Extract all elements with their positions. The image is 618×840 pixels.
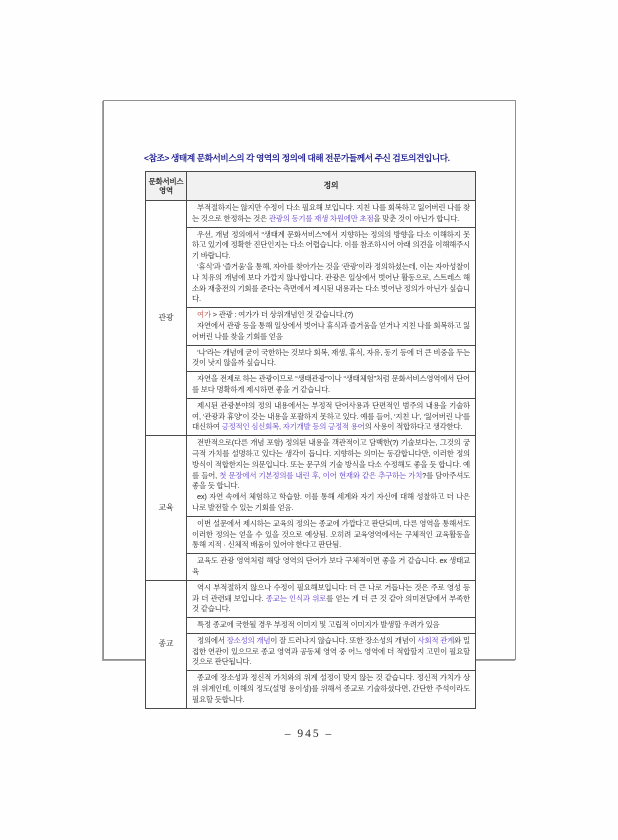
definition-paragraph: ex) 자연 속에서 체험하고 학습함. 이를 통해 세계와 자기 자신에 대해 성찰하고 더 나은 나로 발전할 수 있는 기회를 얻음. xyxy=(192,492,470,512)
review-opinion-table xyxy=(145,171,476,709)
table-row xyxy=(146,308,476,345)
area-label: 교육 xyxy=(146,436,187,581)
table-header-row xyxy=(146,172,476,201)
definition-cell xyxy=(187,308,476,345)
table-row xyxy=(146,436,476,517)
definition-cell xyxy=(187,227,476,308)
definition-paragraph: 교육도 관광 영역처럼 해당 영역의 단어가 보다 구체적이면 좋을 거 같습니다. ex 생태교육 xyxy=(192,556,470,576)
definition-cell xyxy=(187,554,476,581)
column-header-area: 문화서비스 영역 xyxy=(146,172,187,201)
definition-paragraph: 자연에서 관광 등을 통해 일상에서 벗어나 휴식과 즐거움을 얻거나 지친 나를 회복하고 잃어버린 나를 찾을 기회를 얻음 xyxy=(192,320,470,341)
area-label: 종교 xyxy=(146,580,187,708)
area-label: 관광 xyxy=(146,201,187,436)
table-row xyxy=(146,516,476,553)
definition-paragraph: 정의에서 장소성의 개념이 잘 드러나지 않습니다. 또한 장소성의 개념이 사회적 관계와 밀접한 연관이 있으므로 종교 영역과 공동체 영역 중 어느 영역에 더 적합할지 고민이 필요할 것으로 판단됩니다. xyxy=(192,635,470,667)
definition-cell xyxy=(187,372,476,399)
definition-paragraph: 부적절하지는 않지만 수정이 다소 필요해 보입니다. 지친 나를 회복하고 잃어버린 나를 찾는 것으로 한정하는 것은 관광의 동기를 재생 차원에만 초점을 맞춘 것이 아닌가 합니다. xyxy=(192,203,470,223)
definition-paragraph: 전반적으로(다른 개념 포함) 정의된 내용을 객관적이고 담백한(?) 기술보다는, 그것의 궁극적 가치를 설명하고 있다는 생각이 듭니다. 지향하는 의미는 동감합니다만, 이러한 정의 방식이 적합한지는 의문입니다. 또는 문구의 기술 방식을 다소 수정해도 좋을 듯 합니다. 예를 들어, 첫 문장에서 기본정의를 내린 후, 이어 현재와 같은 추구하는 가치?를 담아주셔도 좋을 듯 합니다. xyxy=(192,438,470,491)
definition-paragraph: 여가 > 관광 : 여가가 더 상위개념인 것 같습니다.(?) xyxy=(197,310,354,320)
table-row xyxy=(146,671,476,708)
table-row xyxy=(146,580,476,617)
definition-cell xyxy=(187,398,476,435)
page-number: – 945 – xyxy=(284,728,334,740)
definition-cell xyxy=(187,618,476,634)
definition-cell xyxy=(187,516,476,553)
definition-cell xyxy=(187,345,476,372)
table-row xyxy=(146,227,476,308)
table-row xyxy=(146,372,476,399)
definition-paragraph: 제시된 관광분야의 정의 내용에서는 부정적 단어사용과 단편적인 범주의 내용을 기술하여, ‘관광과 휴양’이 갖는 내용을 포괄하지 못하고 있다. 예를 들어, ‘지친 나’, ‘잃어버린 나’를 대신하여 긍정적인 심신회복, 자기개발 등의 긍정적 용어의 사용이 적합하다고 생각한다. xyxy=(192,400,470,432)
definition-paragraph: 우선, 개념 정의에서 “생태계 문화서비스”에서 지향하는 정의의 방향을 다소 이해하지 못하고 있기에 정확한 진단인지는 다소 어렵습니다. 이를 참조하시어 아래 의견을 이해해주시기 바랍니다. xyxy=(192,229,470,261)
definition-cell xyxy=(187,633,476,670)
table-row xyxy=(146,398,476,435)
table-row xyxy=(146,618,476,634)
definition-paragraph: 역시 부적절하지 않으나 수정이 필요해보입니다: 더 큰 나로 거듭나는 것은 주로 영성 등과 더 관련돼 보입니다. 종교는 인식과 위로를 얻는 게 더 큰 것 같아 의미전달에서 부족한 것 같습니다. xyxy=(192,582,470,614)
definition-cell xyxy=(187,580,476,617)
definition-paragraph: 이번 설문에서 제시하는 교육의 정의는 종교에 가깝다고 판단되며, 다른 영역을 통해서도 이러한 정의는 얻을 수 있을 것으로 예상됨. 오히려 교육영역에서는 구체적인 교육활동을 통해 지적 · 신체적 배움이 있어야 한다고 판단됨. xyxy=(192,518,470,550)
definition-cell xyxy=(187,201,476,228)
table-row xyxy=(146,345,476,372)
definition-paragraph: 종교에 장소성과 정신적 가치와의 위계 설정이 맞지 않는 것 같습니다. 정신적 가치가 상위 위계인데, 이해의 정도(설명 용이성)를 위해서 종교로 기술하셨다면, 간단한 주석이라도 필요할 듯합니다. xyxy=(192,673,470,704)
column-header-definition: 정의 xyxy=(187,172,476,201)
table-row xyxy=(146,554,476,581)
definition-paragraph: ‘나’라는 개념에 굳이 국한하는 것보다 회복, 재생, 휴식, 자유, 동기 등에 더 큰 비중을 두는 것이 낫지 않을까 싶습니다. xyxy=(192,347,470,368)
table-row xyxy=(146,633,476,670)
page-title: <참조> 생태계 문화서비스의 각 영역의 정의에 대해 전문가들께서 주신 검토의견입니다. xyxy=(144,153,450,163)
table-row xyxy=(146,201,476,228)
definition-cell xyxy=(187,671,476,708)
definition-cell xyxy=(187,436,476,517)
definition-paragraph: 자연을 전제로 하는 관광이므로 “생태관광”이나 “생태체험”처럼 문화서비스영역에서 단어를 보다 명확하게 제시하면 좋을 거 같습니다. xyxy=(192,374,470,394)
table-body xyxy=(146,201,476,709)
definition-paragraph: 특정 종교에 국한될 경우 부정적 이미지 및 고립적 이미지가 발생할 우려가 있음 xyxy=(197,620,440,630)
definition-paragraph: ‘휴식’과 ‘즐거움’을 통해, 자아를 찾아가는 것을 ‘관광’이라 정의하셨는데, 이는 자아성찰이나 치유의 개념에 보다 가깝지 않나합니다. 관광은 일상에서 벗어난 활동으로, 스트레스 해소와 재충전의 기회를 준다는 측면에서 제시된 내용과는 다소 벗어난 정의가 아닌가 싶습니다. xyxy=(192,261,470,304)
